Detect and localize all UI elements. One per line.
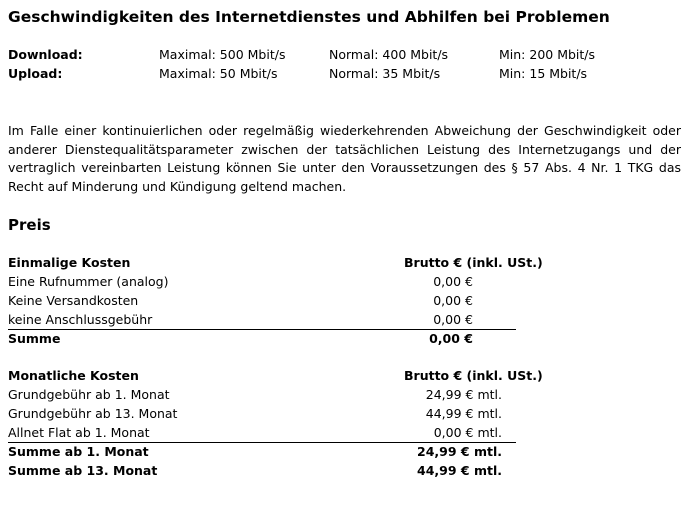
row-value: 24,99 € mtl. [425, 387, 502, 402]
row-label: Allnet Flat ab 1. Monat [8, 425, 150, 440]
row-label: Keine Versandkosten [8, 293, 139, 308]
speed-min: Min: 200 Mbit/s [499, 47, 596, 62]
sum-value: 44,99 € mtl. [417, 463, 502, 478]
row-label: Grundgebühr ab 1. Monat [8, 387, 170, 402]
header-label: Monatliche Kosten [8, 368, 139, 383]
speed-table [8, 47, 688, 85]
row-label: Eine Rufnummer (analog) [8, 274, 169, 289]
table-row [8, 273, 516, 292]
speed-normal: Normal: 400 Mbit/s [329, 47, 449, 62]
speed-min: Min: 15 Mbit/s [499, 66, 588, 81]
row-value: 0,00 € mtl. [433, 425, 502, 440]
sum-value: 0,00 € [429, 331, 473, 346]
speed-normal: Normal: 35 Mbit/s [329, 66, 441, 81]
one-time-costs-table [8, 254, 543, 349]
table-row [8, 386, 516, 405]
speed-max: Maximal: 50 Mbit/s [159, 66, 278, 81]
row-label: Grundgebühr ab 13. Monat [8, 406, 178, 421]
speed-max: Maximal: 500 Mbit/s [159, 47, 286, 62]
row-value: 0,00 € [433, 312, 473, 327]
header-value: Brutto € (inkl. USt.) [404, 368, 543, 383]
table-row [8, 424, 516, 443]
legal-notice: Im Falle einer kontinuierlichen oder regelmäßig wiederkehrenden Abweichung der Geschwindigkeit oder anderer Dienstequalitätsparameter zwischen der tatsächlichen Leistung des Internetzugangs und der vertraglich vereinbarten Leistung können Sie unter den Voraussetzungen des § 57 Abs. 4 Nr. 1 TKG das Recht auf Minderung und Kündigung geltend machen. [8, 123, 681, 194]
header-label: Einmalige Kosten [8, 255, 131, 270]
row-value: 0,00 € [433, 293, 473, 308]
row-value: 0,00 € [433, 274, 473, 289]
sum-row [8, 443, 516, 462]
speed-label: Download: [8, 47, 83, 62]
sum-label: Summe ab 13. Monat [8, 463, 158, 478]
table-header [8, 254, 543, 273]
sum-row [8, 462, 516, 481]
speed-row-upload [8, 66, 688, 85]
sum-label: Summe [8, 331, 61, 346]
table-row [8, 405, 516, 424]
sum-value: 24,99 € mtl. [417, 444, 502, 459]
monthly-costs-table [8, 367, 543, 481]
table-row [8, 292, 516, 311]
speed-row-download [8, 47, 688, 66]
table-header [8, 367, 543, 386]
speed-label: Upload: [8, 66, 63, 81]
page-title: Geschwindigkeiten des Internetdienstes und Abhilfen bei Problemen [8, 8, 610, 26]
row-value: 44,99 € mtl. [425, 406, 502, 421]
price-heading: Preis [8, 216, 51, 234]
sum-row [8, 330, 516, 349]
table-row [8, 311, 516, 330]
sum-label: Summe ab 1. Monat [8, 444, 149, 459]
header-value: Brutto € (inkl. USt.) [404, 255, 543, 270]
row-label: keine Anschlussgebühr [8, 312, 153, 327]
